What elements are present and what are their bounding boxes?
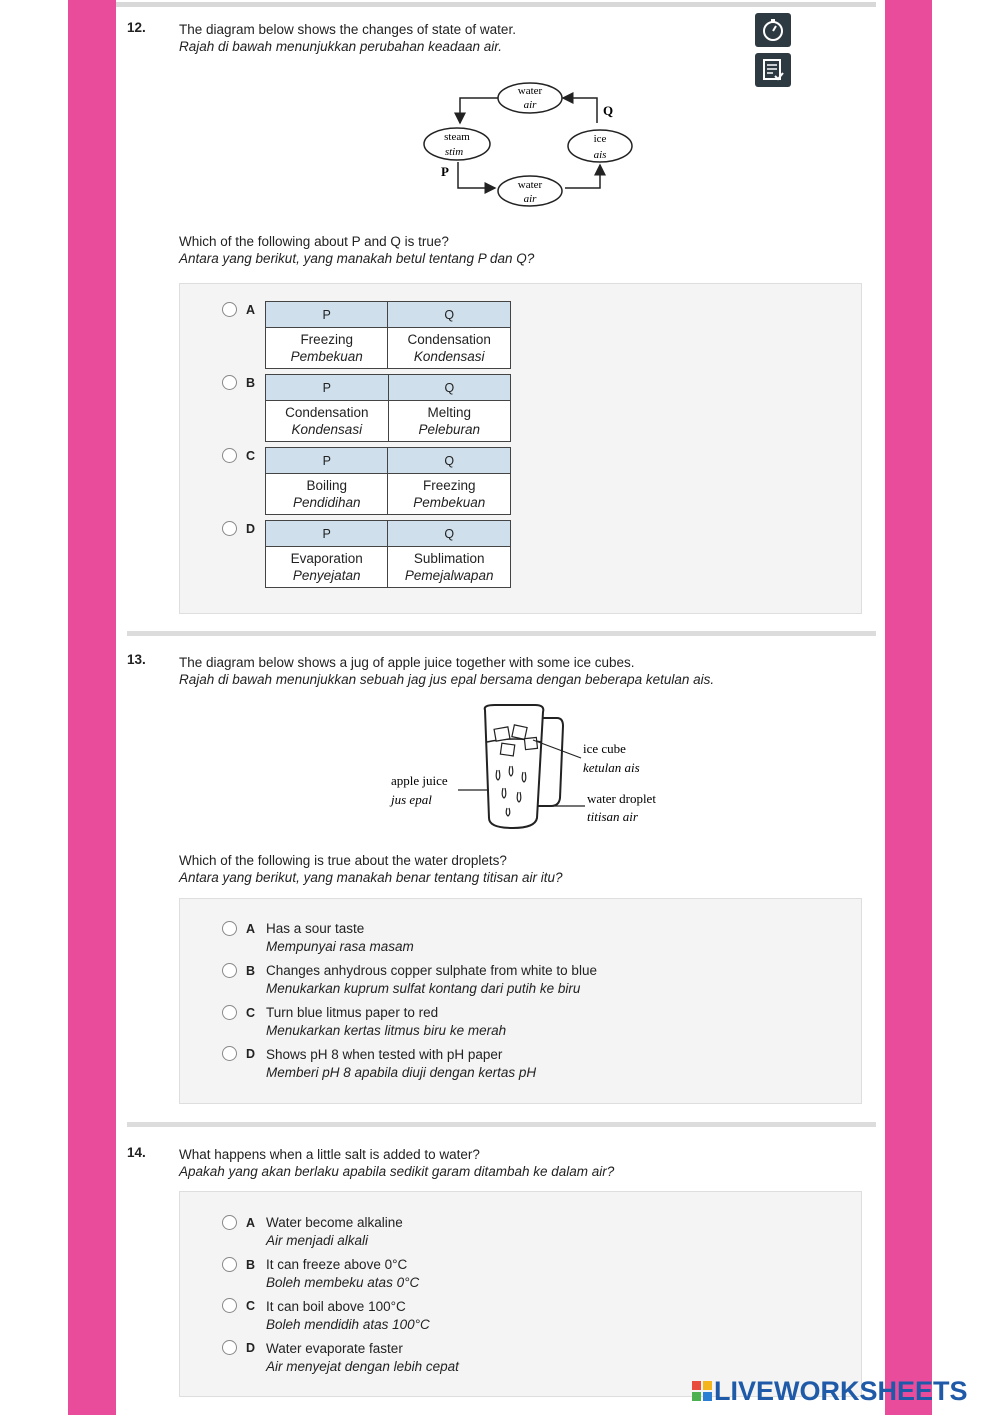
brand-name: LIVEWORKSHEETS bbox=[714, 1375, 968, 1406]
cell-en: Freezing bbox=[422, 478, 476, 493]
ice-cube-label-ms: ketulan ais bbox=[583, 760, 640, 775]
q14-option-b-text[interactable] bbox=[266, 1256, 419, 1292]
q12-option-c-letter: C bbox=[246, 449, 256, 463]
question-14-text-ms: Apakah yang akan berlaku apabila sedikit garam ditambah ke dalam air? bbox=[179, 1164, 615, 1179]
cell-en: Evaporation bbox=[290, 551, 363, 566]
ice-cube-shape bbox=[512, 725, 527, 739]
q12-option-a-table bbox=[265, 301, 511, 369]
cell-en: Condensation bbox=[285, 405, 369, 420]
table-header-q: Q bbox=[388, 448, 511, 474]
q14-option-a-text[interactable] bbox=[266, 1214, 403, 1250]
q14-option-c-text[interactable] bbox=[266, 1298, 430, 1334]
q12-option-d-letter: D bbox=[246, 522, 256, 536]
cell-en: Freezing bbox=[300, 332, 353, 347]
q12-option-a-letter: A bbox=[246, 303, 256, 317]
question-13-text-en: The diagram below shows a jug of apple juice together with some ice cubes. bbox=[179, 655, 635, 670]
check-answers-button[interactable] bbox=[755, 53, 791, 87]
cell-ms: Pemejalwapan bbox=[404, 568, 494, 583]
cell-en: Condensation bbox=[407, 332, 491, 347]
option-text-en: Turn blue litmus paper to red bbox=[266, 1005, 439, 1020]
q14-option-b-radio[interactable] bbox=[222, 1257, 237, 1272]
question-12-text-en: The diagram below shows the changes of state of water. bbox=[179, 22, 516, 37]
arrow-steam-to-water bbox=[458, 162, 495, 188]
cell-ms: Kondensasi bbox=[413, 349, 485, 364]
question-13-text-ms: Rajah di bawah menunjukkan sebuah jag jus epal bersama dengan beberapa ketulan ais. bbox=[179, 672, 715, 687]
q13-option-b-radio[interactable] bbox=[222, 963, 237, 978]
question-12-text-ms: Rajah di bawah menunjukkan perubahan keadaan air. bbox=[179, 39, 502, 54]
question-12-prompt-en: Which of the following about P and Q is true? bbox=[179, 234, 449, 249]
top-divider bbox=[116, 2, 876, 7]
water-top-label-ms: air bbox=[523, 99, 537, 111]
option-text-ms: Boleh mendidih atas 100°C bbox=[266, 1317, 430, 1332]
apple-juice-jug-diagram bbox=[385, 700, 685, 840]
question-number-13: 13. bbox=[127, 652, 146, 667]
q12-option-b-letter: B bbox=[246, 376, 256, 390]
cell-ms: Penyejatan bbox=[292, 568, 361, 583]
cell-ms: Kondensasi bbox=[291, 422, 363, 437]
apple-juice-label-en: apple juice bbox=[391, 773, 448, 788]
q12-option-c-table bbox=[265, 447, 511, 515]
arrow-ice-to-water bbox=[563, 98, 597, 123]
option-text-ms: Mempunyai rasa masam bbox=[266, 939, 414, 954]
ice-cube-shape bbox=[494, 727, 510, 741]
table-header-q: Q bbox=[388, 302, 511, 328]
steam-label-ms: stim bbox=[444, 146, 464, 158]
cell-en: Sublimation bbox=[413, 551, 485, 566]
water-top-label-en: water bbox=[517, 85, 543, 97]
ice-label-en: ice bbox=[593, 133, 607, 145]
ice-label-ms: ais bbox=[593, 149, 607, 161]
q13-option-c-radio[interactable] bbox=[222, 1005, 237, 1020]
left-pink-border bbox=[68, 0, 116, 1415]
cell-ms: Pembekuan bbox=[290, 349, 363, 364]
q12-option-b-radio[interactable] bbox=[222, 375, 237, 390]
cell-en: Boiling bbox=[306, 478, 347, 493]
option-text-ms: Menukarkan kertas litmus biru ke merah bbox=[266, 1023, 507, 1038]
question-13-text bbox=[179, 654, 714, 688]
q12-option-a-radio[interactable] bbox=[222, 302, 237, 317]
q13-option-b-letter: B bbox=[246, 964, 256, 978]
q14-option-a-radio[interactable] bbox=[222, 1215, 237, 1230]
q13-option-d-letter: D bbox=[246, 1047, 256, 1061]
water-droplet-label-en: water droplet bbox=[587, 791, 656, 806]
option-text-en: Has a sour taste bbox=[266, 921, 365, 936]
question-14-text bbox=[179, 1146, 614, 1180]
question-13-prompt bbox=[179, 852, 563, 886]
diagram-label-p: P bbox=[441, 164, 449, 179]
table-header-q: Q bbox=[388, 521, 511, 547]
q12-option-d-radio[interactable] bbox=[222, 521, 237, 536]
q14-option-d-radio[interactable] bbox=[222, 1340, 237, 1355]
question-12-text bbox=[179, 21, 516, 55]
q13-option-c-text[interactable] bbox=[266, 1004, 506, 1040]
water-bottom-label-ms: air bbox=[523, 193, 537, 205]
q14-option-c-radio[interactable] bbox=[222, 1298, 237, 1313]
q13-option-d-radio[interactable] bbox=[222, 1046, 237, 1061]
checklist-icon bbox=[755, 53, 791, 87]
question-number-14: 14. bbox=[127, 1145, 146, 1160]
q13-option-a-letter: A bbox=[246, 922, 256, 936]
option-text-ms: Boleh membeku atas 0°C bbox=[266, 1275, 420, 1290]
q12-option-a-q bbox=[388, 328, 511, 369]
q14-option-d-letter: D bbox=[246, 1341, 256, 1355]
q14-option-a-letter: A bbox=[246, 1216, 256, 1230]
q12-option-d-p bbox=[266, 547, 388, 588]
liveworksheets-logo-icon bbox=[692, 1381, 712, 1401]
option-text-en: It can boil above 100°C bbox=[266, 1299, 406, 1314]
ice-cube-label-en: ice cube bbox=[583, 741, 626, 756]
q13-option-a-radio[interactable] bbox=[222, 921, 237, 936]
cell-en: Melting bbox=[427, 405, 472, 420]
option-text-en: Water evaporate faster bbox=[266, 1341, 403, 1356]
liveworksheets-logo[interactable] bbox=[692, 1374, 968, 1408]
q12-option-d-table bbox=[265, 520, 511, 588]
q12-option-c-radio[interactable] bbox=[222, 448, 237, 463]
question-divider bbox=[127, 631, 876, 636]
question-13-prompt-en: Which of the following is true about the water droplets? bbox=[179, 853, 507, 868]
water-droplet-label-ms: titisan air bbox=[587, 809, 638, 824]
q14-option-c-letter: C bbox=[246, 1299, 256, 1313]
question-number-12: 12. bbox=[127, 20, 146, 35]
table-header-p: P bbox=[266, 375, 389, 401]
q12-option-d-q bbox=[388, 547, 511, 588]
question-12-prompt bbox=[179, 233, 534, 267]
diagram-label-q: Q bbox=[603, 103, 614, 118]
q12-option-b-p bbox=[266, 401, 389, 442]
option-text-ms: Memberi pH 8 apabila diuji dengan kertas pH bbox=[266, 1065, 537, 1080]
question-13-prompt-ms: Antara yang berikut, yang manakah benar tentang titisan air itu? bbox=[179, 870, 563, 885]
right-pink-border bbox=[885, 0, 932, 1415]
cell-ms: Pendidihan bbox=[292, 495, 361, 510]
ice-cube-shape bbox=[524, 737, 537, 749]
arrow-water-to-ice bbox=[565, 165, 600, 188]
q12-option-c-q bbox=[388, 474, 511, 515]
water-bottom-label-en: water bbox=[517, 179, 543, 191]
timer-icon bbox=[755, 13, 791, 47]
table-header-p: P bbox=[266, 521, 388, 547]
q12-option-c-p bbox=[266, 474, 388, 515]
steam-label-en: steam bbox=[444, 131, 470, 143]
table-header-p: P bbox=[266, 448, 388, 474]
question-12-prompt-ms: Antara yang berikut, yang manakah betul tentang P dan Q? bbox=[179, 251, 535, 266]
question-divider bbox=[127, 1122, 876, 1127]
table-header-p: P bbox=[266, 302, 388, 328]
arrow-water-to-steam bbox=[460, 98, 500, 123]
q12-option-b-table bbox=[265, 374, 511, 442]
q13-option-c-letter: C bbox=[246, 1006, 256, 1020]
option-text-ms: Menukarkan kuprum sulfat kontang dari putih ke biru bbox=[266, 981, 581, 996]
apple-juice-label-ms: jus epal bbox=[391, 792, 432, 807]
option-text-en: Changes anhydrous copper sulphate from white to blue bbox=[266, 963, 597, 978]
jug-body bbox=[485, 705, 544, 828]
option-text-en: It can freeze above 0°C bbox=[266, 1257, 408, 1272]
cell-ms: Peleburan bbox=[418, 422, 481, 437]
option-text-en: Shows pH 8 when tested with pH paper bbox=[266, 1047, 503, 1062]
option-text-ms: Air menjadi alkali bbox=[266, 1233, 369, 1248]
timer-button[interactable] bbox=[755, 13, 791, 47]
option-text-en: Water become alkaline bbox=[266, 1215, 403, 1230]
q14-option-d-text[interactable] bbox=[266, 1340, 459, 1376]
q12-option-a-p bbox=[266, 328, 388, 369]
q12-option-b-q bbox=[388, 401, 510, 442]
option-text-ms: Air menyejat dengan lebih cepat bbox=[266, 1359, 459, 1374]
q14-option-b-letter: B bbox=[246, 1258, 256, 1272]
q13-option-d-text[interactable] bbox=[266, 1046, 536, 1082]
question-14-text-en: What happens when a little salt is added to water? bbox=[179, 1147, 480, 1162]
cell-ms: Pembekuan bbox=[413, 495, 486, 510]
q13-option-a-text[interactable] bbox=[266, 920, 414, 956]
water-cycle-diagram bbox=[405, 78, 645, 213]
ice-cube-shape bbox=[500, 743, 514, 756]
table-header-q: Q bbox=[388, 375, 510, 401]
q13-option-b-text[interactable] bbox=[266, 962, 597, 998]
